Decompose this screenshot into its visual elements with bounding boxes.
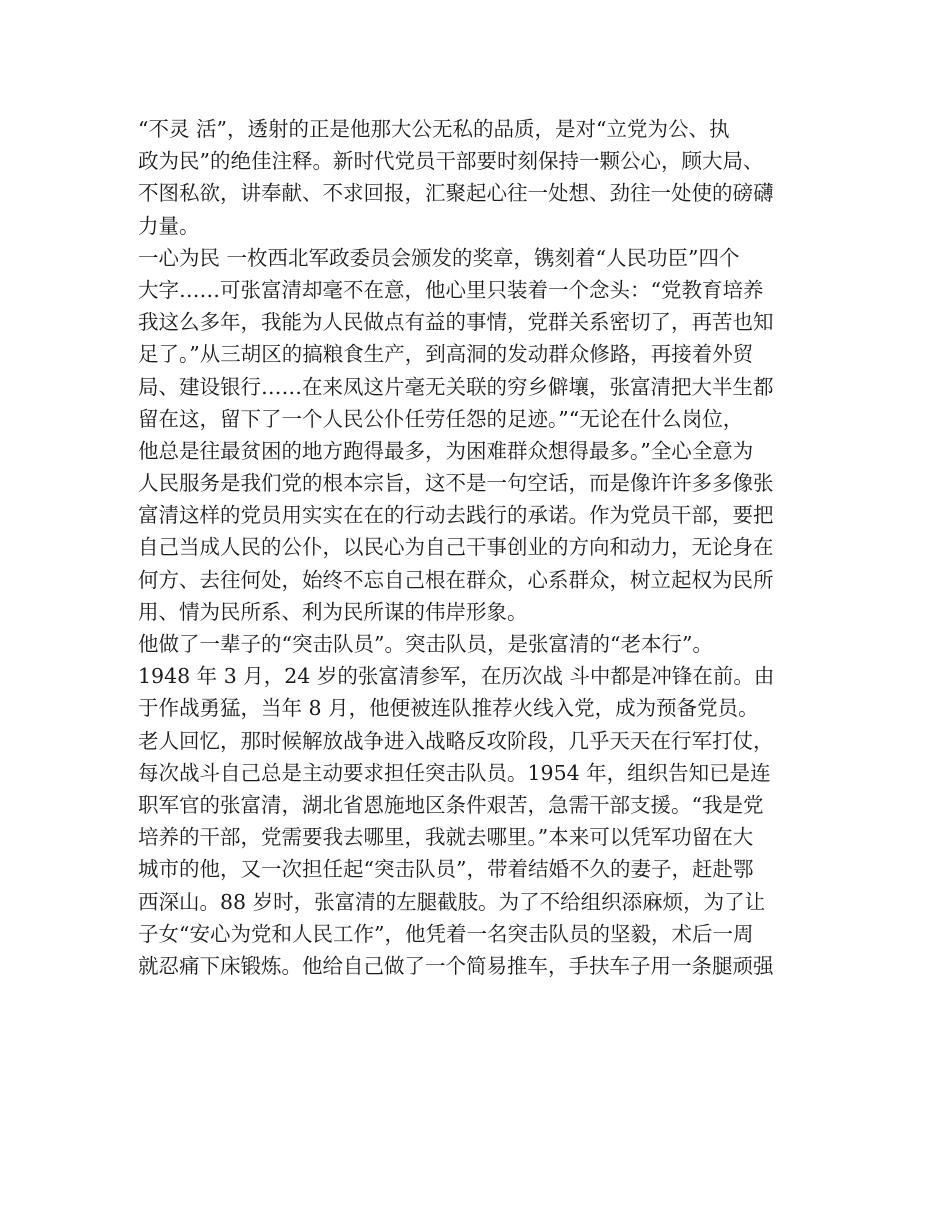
text-line: 他做了一辈子的“突击队员”。突击队员，是张富清的“老本行”。 <box>138 632 713 656</box>
text-line: “不灵 活”，透射的正是他那大公无私的品质，是对“立党为公、执 <box>138 117 730 141</box>
text-line: 就忍痛下床锻炼。他给自己做了一个简易推车，手扶车子用一条腿顽强 <box>138 953 774 978</box>
text-line: 何方、去往何处，始终不忘自己根在群众，心系群众，树立起权为民所 <box>138 567 774 592</box>
text-line: 局、建设银行……在来凤这片毫无关联的穷乡僻壤，张富清把大半生都 <box>138 374 774 399</box>
text-line: 于作战勇猛，当年 8 月，他便被连队推荐火线入党，成为预备党员。 <box>138 696 759 721</box>
text-line: 西深山。88 岁时，张富清的左腿截肢。为了不给组织添麻烦，为了让 <box>138 889 766 914</box>
text-line: 城市的他，又一次担任起“突击队员”，带着结婚不久的妻子，赶赴鄂 <box>138 857 754 882</box>
text-line: 大字……可张富清却毫不在意，他心里只装着一个念头：“党教育培养 <box>138 277 764 302</box>
text-line: 足了。”从三胡区的搞粮食生产，到高洞的发动群众修路，再接着外贸 <box>138 342 754 367</box>
text-line: 每次战斗自己总是主动要求担任突击队员。1954 年，组织告知已是连 <box>138 760 771 785</box>
text-line: 力量。 <box>138 213 200 238</box>
text-line: 人民服务是我们党的根本宗旨，这不是一句空话，而是像许许多多像张 <box>138 471 774 496</box>
document-body <box>138 113 838 982</box>
text-line: 老人回忆，那时候解放战争进入战略反攻阶段，几乎天天在行军打仗， <box>138 728 774 753</box>
text-line: 用、情为民所系、利为民所谋的伟岸形象。 <box>138 599 528 624</box>
text-line: 政为民”的绝佳注释。新时代党员干部要时刻保持一颗公心，顾大局、 <box>138 149 764 174</box>
text-line: 富清这样的党员用实实在在的行动去践行的承诺。作为党员干部，要把 <box>138 503 774 528</box>
text-line: 他总是往最贫困的地方跑得最多，为困难群众想得最多。”全心全意为 <box>138 438 754 463</box>
text-line: 我这么多年，我能为人民做点有益的事情，党群关系密切了，再苦也知 <box>138 310 774 335</box>
text-line: 留在这，留下了一个人民公仆任劳任怨的足迹。”“无论在什么岗位， <box>138 406 744 431</box>
text-line: 培养的干部，党需要我去哪里，我就去哪里。”本来可以凭军功留在大 <box>138 825 754 850</box>
text-line: 不图私欲，讲奉献、不求回报，汇聚起心往一处想、劲往一处使的磅礴 <box>138 181 774 206</box>
text-line: 1948 年 3 月，24 岁的张富清参军，在历次战 斗中都是冲锋在前。由 <box>138 664 775 689</box>
text-line: 自己当成人民的公仆，以民心为自己干事创业的方向和动力，无论身在 <box>138 535 774 560</box>
text-line: 职军官的张富清，湖北省恩施地区条件艰苦，急需干部支援。“我是党 <box>138 792 764 817</box>
text-line: 一心为民 一枚西北军政委员会颁发的奖章，镌刻着“人民功臣”四个 <box>138 245 740 270</box>
text-line: 子女“安心为党和人民工作”，他凭着一名突击队员的坚毅，术后一周 <box>138 921 754 946</box>
